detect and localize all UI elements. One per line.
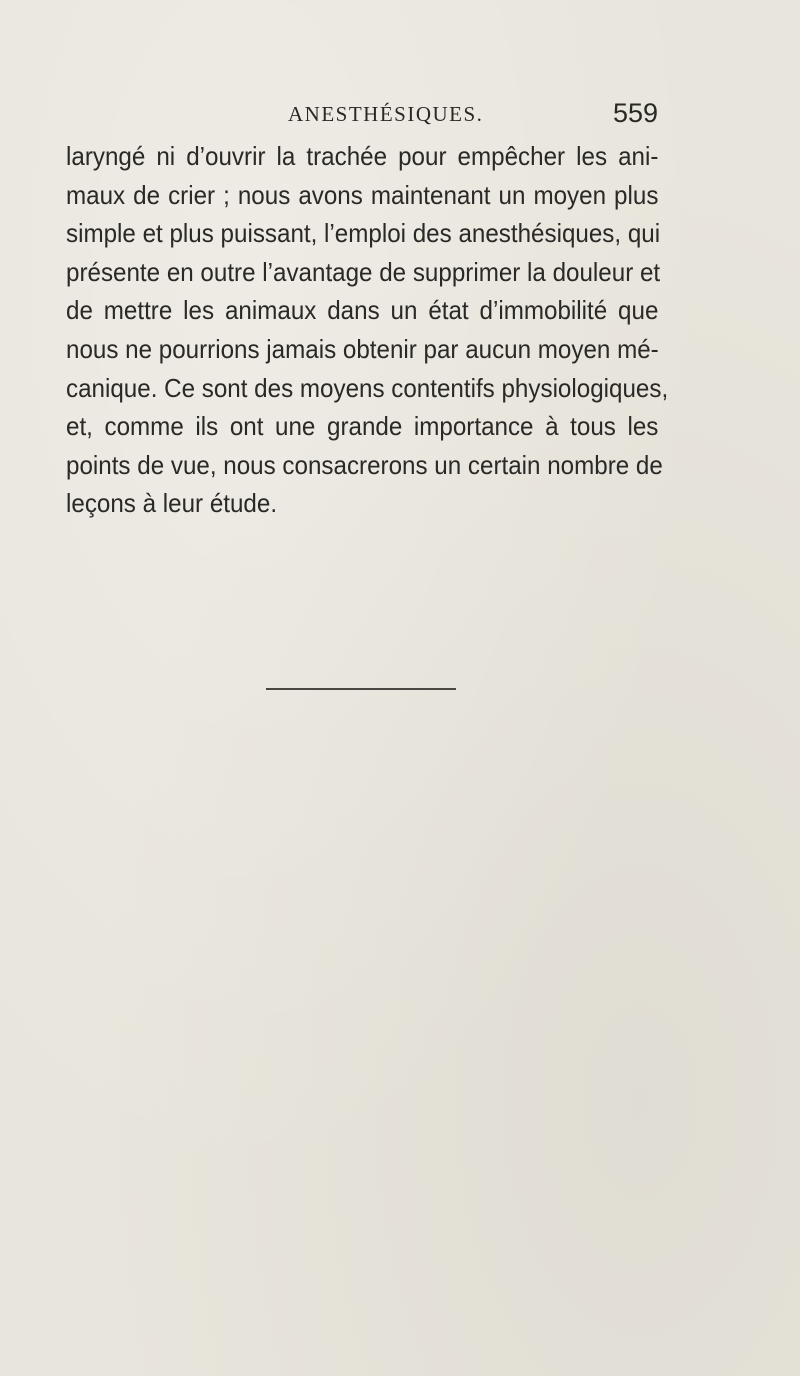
- section-end-rule: [266, 688, 456, 690]
- text-line: points de vue, nous consacrerons un certain nombre de: [66, 449, 663, 480]
- text-line: présente en outre l’avantage de supprimer la douleur et: [66, 256, 661, 287]
- text-line: de mettre les animaux dans un état d’immobilité que: [66, 295, 659, 326]
- text-line: simple et plus puissant, l’emploi des anesthésiques, qui: [66, 218, 661, 249]
- page-number: 559: [612, 98, 658, 128]
- text-line: et, comme ils ont une grande importance à tous les: [66, 411, 659, 442]
- text-line: maux de crier ; nous avons maintenant un moyen plus: [66, 179, 659, 210]
- text-line: laryngé ni d’ouvrir la trachée pour empêcher les ani-: [66, 141, 659, 171]
- running-title: ANESTHÉSIQUES.: [288, 102, 484, 126]
- text-line: nous ne pourrions jamais obtenir par aucun moyen mé-: [66, 333, 659, 364]
- text-line: canique. Ce sont des moyens contentifs physiologiques,: [66, 372, 669, 403]
- body-paragraph: [66, 137, 669, 523]
- show-through-texture: [60, 480, 700, 1080]
- running-head: [66, 98, 658, 132]
- text-line: leçons à leur étude.: [66, 488, 278, 519]
